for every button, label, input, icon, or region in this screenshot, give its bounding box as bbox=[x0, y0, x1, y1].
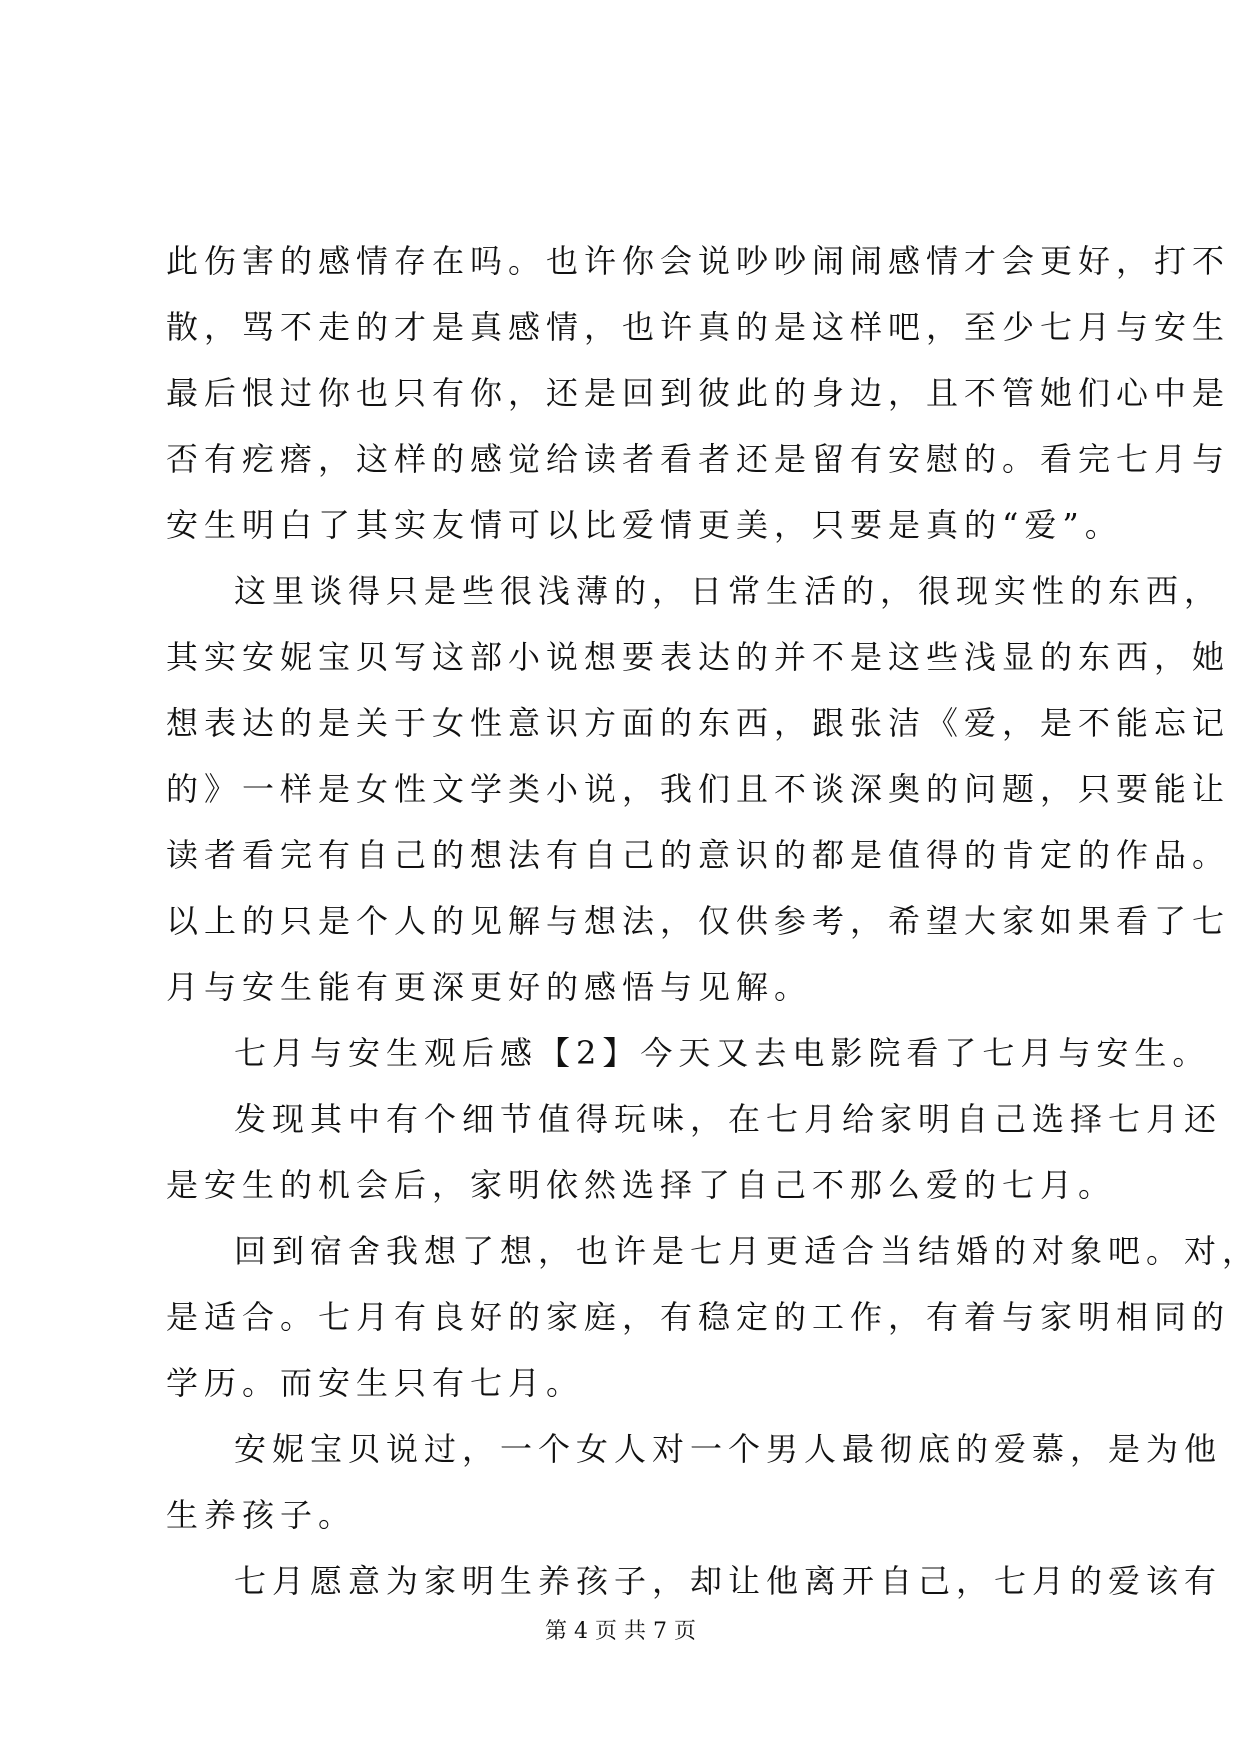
text-line: 安生明白了其实友情可以比爱情更美，只要是真的“爱”。 bbox=[166, 506, 1123, 544]
text-line: 安妮宝贝说过，一个女人对一个男人最彻底的爱慕，是为他 bbox=[234, 1430, 1223, 1468]
text-line: 否有疙瘩，这样的感觉给读者看者还是留有安慰的。看完七月与 bbox=[166, 440, 1231, 478]
text-line: 此伤害的感情存在吗。也许你会说吵吵闹闹感情才会更好，打不 bbox=[166, 242, 1231, 280]
text-line: 散，骂不走的才是真感情，也许真的是这样吧，至少七月与安生 bbox=[166, 308, 1231, 346]
text-line: 是适合。七月有良好的家庭，有稳定的工作，有着与家明相同的 bbox=[166, 1298, 1231, 1336]
text-line: 是安生的机会后，家明依然选择了自己不那么爱的七月。 bbox=[166, 1166, 1117, 1204]
text-line: 发现其中有个细节值得玩味，在七月给家明自己选择七月还 bbox=[234, 1100, 1223, 1138]
text-line: 生养孩子。 bbox=[166, 1496, 357, 1534]
text-line: 其实安妮宝贝写这部小说想要表达的并不是这些浅显的东西，她 bbox=[166, 638, 1231, 676]
text-line: 的》一样是女性文学类小说，我们且不谈深奥的问题，只要能让 bbox=[166, 770, 1231, 808]
text-line: 这里谈得只是些很浅薄的，日常生活的，很现实性的东西， bbox=[234, 572, 1223, 610]
text-line: 月与安生能有更深更好的感悟与见解。 bbox=[166, 968, 813, 1006]
text-line: 七月与安生观后感【2】今天又去电影院看了七月与安生。 bbox=[234, 1034, 1211, 1072]
text-line: 想表达的是关于女性意识方面的东西，跟张洁《爱，是不能忘记 bbox=[166, 704, 1231, 742]
text-line: 读者看完有自己的想法有自己的意识的都是值得的肯定的作品。 bbox=[166, 836, 1231, 874]
text-line: 学历。而安生只有七月。 bbox=[166, 1364, 585, 1402]
text-line: 七月愿意为家明生养孩子，却让他离开自己，七月的爱该有 bbox=[234, 1562, 1223, 1600]
page-number-footer: 第 4 页 共 7 页 bbox=[545, 1619, 696, 1644]
body-text bbox=[166, 228, 1260, 1614]
text-line: 最后恨过你也只有你，还是回到彼此的身边，且不管她们心中是 bbox=[166, 374, 1231, 412]
text-line: 回到宿舍我想了想，也许是七月更适合当结婚的对象吧。对， bbox=[234, 1232, 1260, 1270]
text-line: 以上的只是个人的见解与想法，仅供参考，希望大家如果看了七 bbox=[166, 902, 1231, 940]
